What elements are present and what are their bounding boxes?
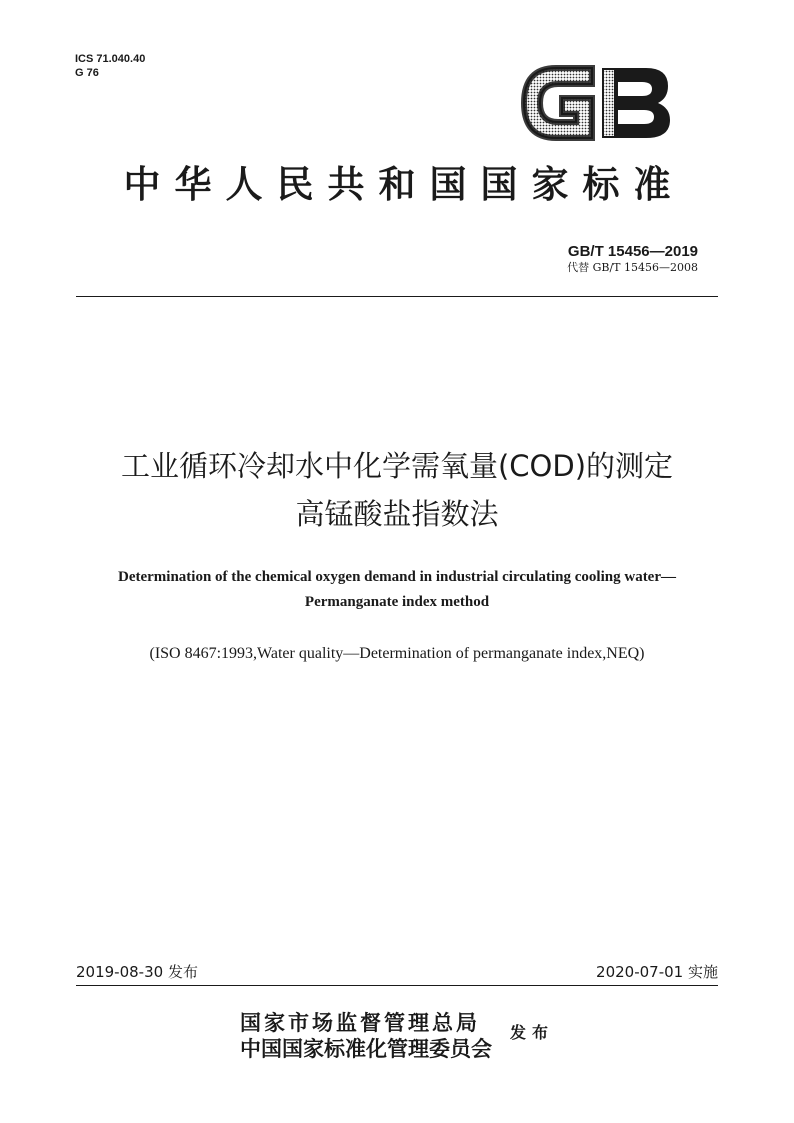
chinese-title-line-2: 高锰酸盐指数法 — [295, 497, 499, 531]
bottom-divider — [76, 985, 718, 986]
iso-reference: (ISO 8467:1993,Water quality—Determination of permanganate index,NEQ) — [149, 645, 645, 662]
english-title-line-1: Determination of the chemical oxygen demand in industrial circulating cooling water— — [117, 569, 677, 585]
replaces-standard: 代替 GB/T 15456—2008 — [567, 261, 698, 274]
top-divider — [76, 296, 718, 297]
standard-number: GB/T 15456—2019 — [567, 243, 698, 260]
issuer-sac: 中国国家标准化管理委员会 — [240, 1036, 492, 1061]
gb-standard-logo-icon — [518, 58, 676, 148]
issuer-samr: 国家市场监督管理总局 — [240, 1010, 480, 1035]
english-title-line-2: Permanganate index method — [304, 594, 490, 610]
ics-code: ICS 71.040.40 — [75, 53, 146, 65]
implementation-date: 2020-07-01 实施 — [596, 963, 718, 981]
publish-label: 发布 — [510, 1023, 555, 1042]
chinese-title-line-1: 工业循环冷却水中化学需氧量(COD)的测定 — [120, 449, 674, 483]
issue-date: 2019-08-30 发布 — [76, 963, 198, 981]
classification-code: G 76 — [75, 67, 99, 79]
national-standard-title: 中华人民共和国国家标准 — [123, 163, 685, 206]
